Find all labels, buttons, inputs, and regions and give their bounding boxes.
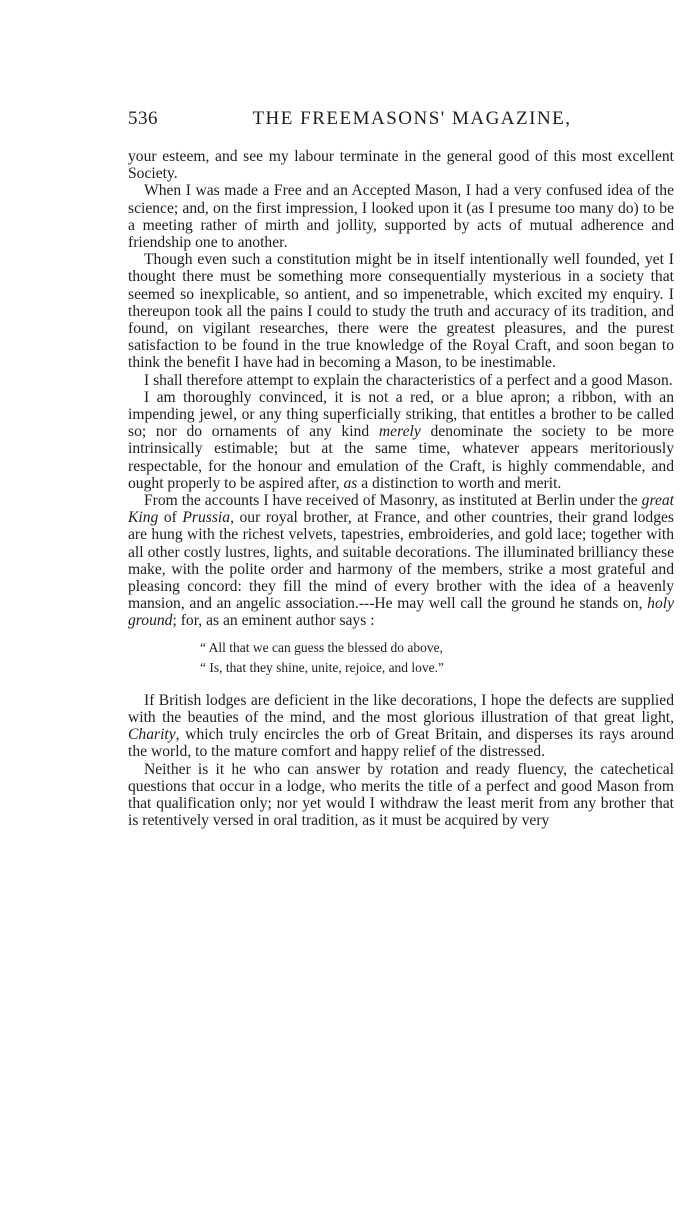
text-run: If British lodges are deficient in the like decorations, I hope the defects are supplied with the beauties of the mind, and the most glorious illustration of that great light,: [128, 691, 674, 726]
quote-line-2: “ Is, that they shine, unite, rejoice, and love.”: [200, 659, 445, 675]
paragraph-p1: [128, 148, 674, 182]
paragraphs-before-quote: [128, 148, 674, 630]
page-header: [128, 108, 674, 138]
quote-line-1: “ All that we can guess the blessed do above,: [200, 639, 443, 655]
article-body: [128, 148, 674, 829]
text-run: ; for, as an eminent author says :: [172, 612, 375, 630]
verse-quote: [128, 638, 674, 678]
italic-text: Prussia: [182, 509, 231, 527]
page-number: 536: [128, 108, 158, 129]
text-run: of: [158, 509, 183, 527]
text-run: your esteem, and see my labour terminate in the general good of this most excellent Society.: [128, 148, 674, 183]
paragraph-p4: [128, 372, 674, 389]
text-run: Though even such a constitution might be in itself intentionally well founded, yet I thought there must be something more consequentially mysterious in a society that seemed so inexplicable, so antient, and so impenetrable, which excited my enquiry. I thereupon took all the pains I could to study the truth and accuracy of its tradition, and found, on vigilant researches, there were the greatest pleasures, and the purest satisfaction to be found in the true knowledge of the Royal Craft, and soon began to think the benefit I have had in becoming a Mason, to be inestimable.: [128, 251, 674, 372]
running-title: THE FREEMASONS' MAGAZINE,: [252, 108, 572, 129]
text-run: I am thoroughly convinced, it is not a red, or a blue apron; a ribbon, with an impending jewel, or any thing superficially striking, that entitles a brother to be called so; nor do ornaments of any kind: [128, 388, 674, 441]
italic-text: merely: [378, 423, 421, 441]
text-run: From the accounts I have received of Masonry, as instituted at Berlin under the: [144, 492, 642, 510]
paragraph-p3: [128, 251, 674, 371]
italic-text: as: [343, 474, 358, 492]
text-run: , our royal brother, at France, and other countries, their grand lodges are hung with the richest velvets, tapestries, embroideries, and gold lace; together with all other costly lustres, lights, and suitable decorations. The illuminated brilliancy these make, with the polite order and harmony of the members, strike a most grateful and pleasing concord: they fill the mind of every brother with the idea of a heavenly mansion, and an angelic association.---He may well call the ground he stands on,: [128, 509, 674, 613]
text-run: denominate the society to be more intrinsically estimable; but at the same time, whatever appears meritoriously respectable, for the honour and emulation of the Craft, is highly commendable, and ought properly to be aspired after,: [128, 423, 674, 492]
paragraph-p6: [128, 492, 674, 630]
paragraph-p7: [128, 692, 674, 761]
text-run: When I was made a Free and an Accepted Mason, I had a very confused idea of the science; and, on the first impression, I looked upon it (as I presume too many do) to be a meeting rather of mirth and jollity, supported by acts of mutual adherence and friendship one to another.: [128, 182, 674, 252]
text-run: Neither is it he who can answer by rotation and ready fluency, the catechetical questions that occur in a lodge, who merits the title of a perfect and good Mason from that qualification only; nor yet would I withdraw the least merit from any brother that is retentively versed in oral tradition, as it must be acquired by very: [128, 760, 674, 830]
paragraph-p2: [128, 182, 674, 251]
text-run: I shall therefore attempt to explain the characteristics of a perfect and a good Mason.: [144, 371, 673, 389]
paragraphs-after-quote: [128, 692, 674, 830]
italic-text: holy ground: [128, 595, 674, 630]
italic-text: Charity: [128, 726, 176, 744]
text-run: , which truly encircles the orb of Great Britain, and disperses its rays around the world, to the mature comfort and happy relief of the distressed.: [128, 726, 674, 761]
italic-text: great King: [128, 492, 674, 527]
paragraph-p8: [128, 761, 674, 830]
paragraph-p5: [128, 389, 674, 492]
text-run: a distinction to worth and merit.: [357, 474, 562, 492]
